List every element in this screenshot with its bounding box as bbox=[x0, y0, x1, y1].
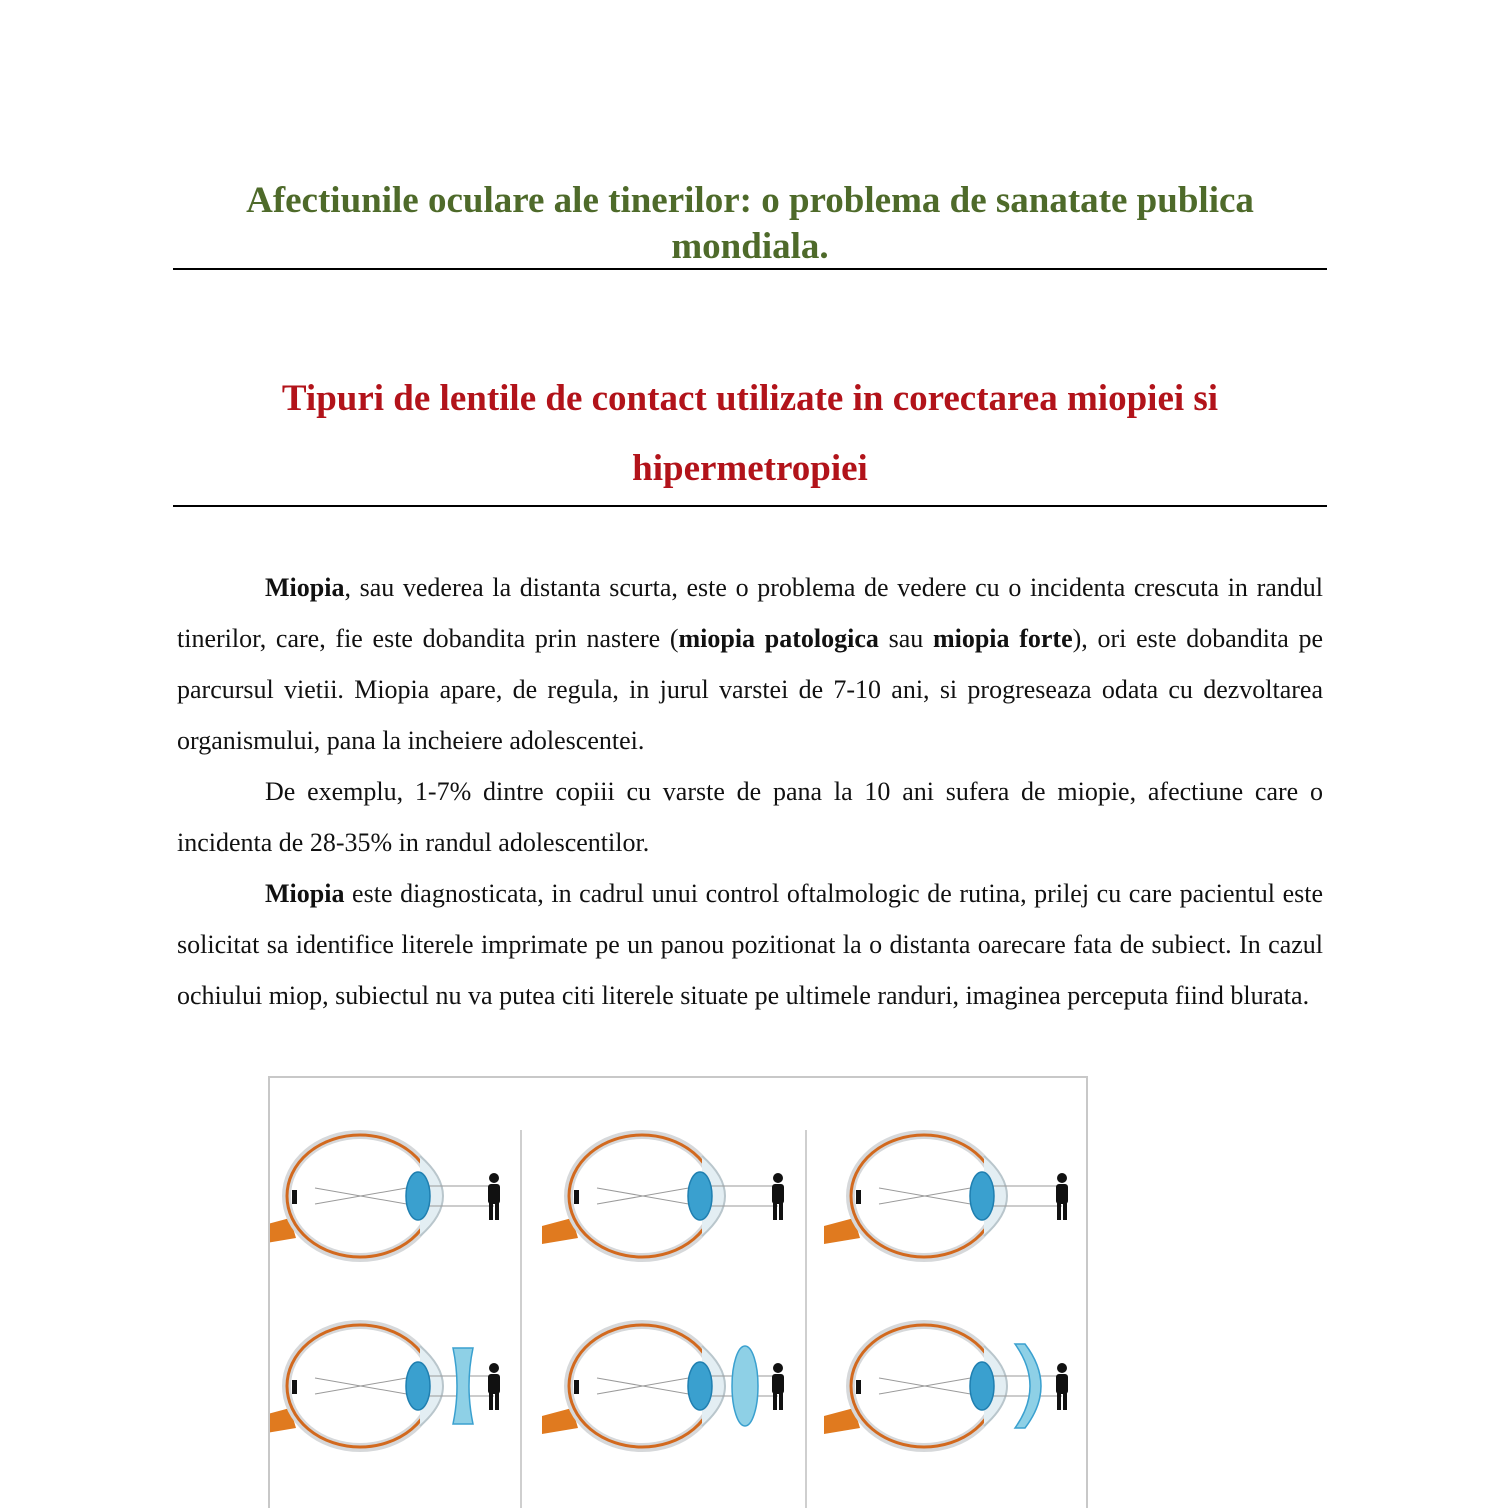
person-icon bbox=[488, 1363, 500, 1410]
eye-lens bbox=[688, 1172, 712, 1220]
eye-lens bbox=[688, 1362, 712, 1410]
retina-image bbox=[856, 1380, 861, 1394]
paragraph-3-text: este diagnosticata, in cadrul unui control oftalmologic de rutina, prilej cu care pacientul este solicitat sa identifice literele imprimate pe un panou pozitionat la o distanta oarecare fata de subiect. In cazul ochiului miop, subiectul nu va putea citi literele situate pe ultimele randuri, imaginea perceputa fiind blurata. bbox=[177, 879, 1323, 1010]
person-icon bbox=[772, 1363, 784, 1410]
concave-lens bbox=[453, 1348, 473, 1424]
term-miopia-patologica: miopia patologica bbox=[678, 624, 879, 653]
eye-lens bbox=[970, 1172, 994, 1220]
eye-bottom-myopic-eye bbox=[824, 1320, 1068, 1452]
title-underline bbox=[173, 268, 1327, 270]
retina-image bbox=[856, 1190, 861, 1204]
paragraph-3 bbox=[177, 868, 1323, 1021]
term-miopia-2: Miopia bbox=[265, 879, 345, 908]
person-icon bbox=[488, 1173, 500, 1220]
paragraph-1-text-a: , sau vederea la distanta scurta, este o problema de vedere cu o incidenta crescuta in randul tinerilor, care, fie este dobandita prin nastere ( bbox=[177, 573, 1323, 653]
meniscus-lens bbox=[1015, 1344, 1041, 1428]
person-icon bbox=[1056, 1363, 1068, 1410]
subtitle-underline bbox=[173, 505, 1327, 507]
eye-top-myopic-eye bbox=[824, 1130, 1068, 1262]
eye-diagram-svg bbox=[270, 1078, 1086, 1508]
eye-lens bbox=[406, 1362, 430, 1410]
term-miopia: Miopia bbox=[265, 573, 345, 602]
eye-lens bbox=[406, 1172, 430, 1220]
eye-top-hyperopic-eye bbox=[542, 1130, 784, 1262]
person-icon bbox=[772, 1173, 784, 1220]
section-subtitle: Tipuri de lentile de contact utilizate in corectarea miopiei si hipermetropiei bbox=[281, 378, 1219, 489]
convex-lens bbox=[732, 1346, 758, 1426]
retina-image bbox=[574, 1380, 579, 1394]
paragraph-1-text-b: sau bbox=[878, 624, 933, 653]
eye-lens bbox=[970, 1362, 994, 1410]
document-title: Afectiunile oculare ale tinerilor: o problema de sanatate publica mondiala. bbox=[246, 180, 1254, 267]
retina-image bbox=[574, 1190, 579, 1204]
eye-diagram-figure bbox=[268, 1076, 1088, 1508]
retina-image bbox=[292, 1190, 297, 1204]
eye-bottom-hyperopic-eye bbox=[542, 1320, 784, 1452]
paragraph-1-text-c: ), ori este dobandita pe parcursul vietii. Miopia apare, de regula, in jurul varstei de 7-10 ani, si progreseaza odata cu dezvoltarea organismului, pana la incheiere adolescentei. bbox=[177, 624, 1323, 755]
paragraph-2: De exemplu, 1-7% dintre copiii cu varste de pana la 10 ani sufera de miopie, afectiune care o incidenta de 28-35% in randul adolescentilor. bbox=[177, 777, 1323, 857]
eye-top-normal-eye bbox=[270, 1130, 500, 1262]
term-miopia-forte: miopia forte bbox=[932, 624, 1073, 653]
person-icon bbox=[1056, 1173, 1068, 1220]
eye-bottom-normal-eye bbox=[270, 1320, 500, 1452]
body-text bbox=[177, 562, 1323, 1021]
paragraph-1 bbox=[177, 562, 1323, 766]
retina-image bbox=[292, 1380, 297, 1394]
